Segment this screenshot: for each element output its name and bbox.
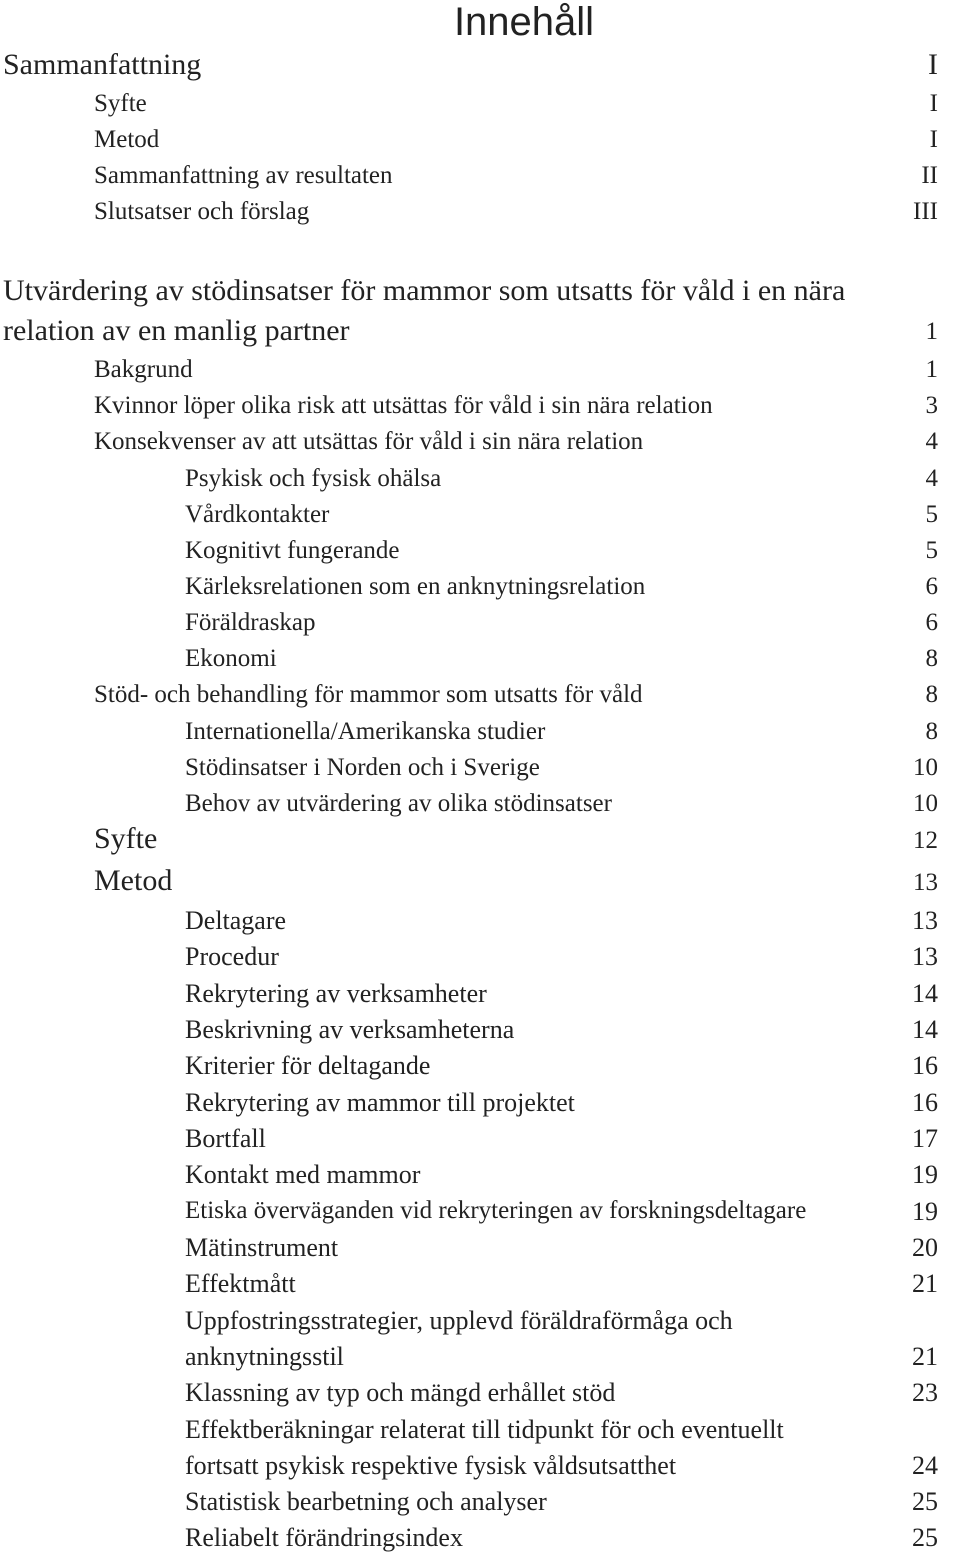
toc-page-number: 23	[912, 1378, 938, 1407]
toc-entry-title: Mätinstrument	[185, 1233, 339, 1262]
toc-entry-title-line1: Effektberäkningar relaterat till tidpunkt för och eventuellt	[185, 1415, 784, 1444]
toc-entry-title: Syfte	[94, 90, 147, 117]
toc-page-number: 16	[912, 1088, 938, 1117]
toc-heading-title-line1: Utvärdering av stödinsatser för mammor som utsatts för våld i en nära	[3, 274, 846, 307]
toc-page-number: 1	[925, 356, 938, 383]
toc-page-number: 21	[912, 1342, 938, 1371]
toc-entry-title: Kvinnor löper olika risk att utsättas för våld i sin nära relation	[94, 392, 713, 419]
toc-page-number: 24	[912, 1451, 938, 1480]
toc-page-number: 8	[925, 681, 938, 708]
toc-page-number: 21	[912, 1269, 938, 1298]
toc-entry-title: Effektmått	[185, 1269, 296, 1298]
toc-entry-title: Rekrytering av mammor till projektet	[185, 1088, 575, 1117]
toc-page-number: I	[929, 126, 938, 153]
toc-page-number: 1	[925, 318, 938, 345]
toc-entry-title: Internationella/Amerikanska studier	[185, 718, 546, 745]
toc-entry-title: Procedur	[185, 942, 279, 971]
toc-page-number: 16	[912, 1051, 938, 1080]
toc-heading-title-line2: relation av en manlig partner	[3, 314, 350, 347]
toc-heading-title: Sammanfattning	[3, 48, 202, 81]
toc-entry-title: Ekonomi	[185, 645, 277, 672]
toc-entry-title: Föräldraskap	[185, 609, 316, 636]
toc-entry-title: Statistisk bearbetning och analyser	[185, 1487, 547, 1516]
page-title: Innehåll	[453, 0, 595, 44]
toc-entry-title: Konsekvenser av att utsättas för våld i sin nära relation	[94, 428, 644, 455]
toc-page-number: II	[921, 162, 938, 189]
toc-page-number: 4	[925, 428, 938, 455]
toc-entry-title: Metod	[94, 126, 160, 153]
toc-heading-sammanfattning[interactable]	[0, 48, 960, 88]
toc-page-number: 13	[912, 942, 938, 971]
toc-entry-title-line2: anknytningsstil	[185, 1342, 344, 1371]
toc-page-number: 12	[913, 827, 938, 854]
toc-entry-title: Slutsatser och förslag	[94, 198, 310, 225]
toc-page-number: 17	[912, 1124, 938, 1153]
toc-page-number: 14	[912, 1015, 938, 1044]
toc-entry-title: Kärleksrelationen som en anknytningsrelation	[185, 573, 646, 600]
toc-entry-title: Stödinsatser i Norden och i Sverige	[185, 754, 540, 781]
toc-page-number: 3	[925, 392, 938, 419]
toc-page-number: I	[929, 90, 938, 117]
toc-entry-title: Sammanfattning av resultaten	[94, 162, 393, 189]
toc-entry-title: Etiska överväganden vid rekryteringen av forskningsdeltagare	[185, 1197, 807, 1224]
toc-entry-title: Psykisk och fysisk ohälsa	[185, 465, 442, 492]
toc-entry-title-line1: Uppfostringsstrategier, upplevd föräldraförmåga och	[185, 1306, 733, 1335]
toc-entry-title: Rekrytering av verksamheter	[185, 979, 487, 1008]
toc-page-number: 19	[912, 1160, 938, 1189]
toc-page-number: 10	[913, 790, 938, 817]
toc-entry-title: Syfte	[94, 822, 158, 855]
toc-entry-title: Kognitivt fungerande	[185, 537, 400, 564]
toc-entry-title: Behov av utvärdering av olika stödinsatser	[185, 790, 612, 817]
toc-entry-title: Deltagare	[185, 906, 287, 935]
toc-page-number: 13	[913, 869, 938, 896]
toc-entry-title: Beskrivning av verksamheterna	[185, 1015, 515, 1044]
toc-page-number: 6	[925, 609, 938, 636]
toc-page-number: 13	[912, 906, 938, 935]
toc-page-number: 25	[912, 1523, 938, 1552]
toc-entry-title-line2: fortsatt psykisk respektive fysisk våldsutsatthet	[185, 1451, 677, 1480]
toc-entry-title: Kontakt med mammor	[185, 1160, 421, 1189]
toc-entry-title: Bortfall	[185, 1124, 266, 1153]
toc-page-number: 25	[912, 1487, 938, 1516]
toc-page-number: 10	[913, 754, 938, 781]
toc-page-number: 8	[925, 645, 938, 672]
toc-entry-title: Kriterier för deltagande	[185, 1051, 431, 1080]
toc-page-number: 14	[912, 979, 938, 1008]
toc-page-number: 5	[925, 501, 938, 528]
toc-page-number: 20	[912, 1233, 938, 1262]
toc-entry-title: Reliabelt förändringsindex	[185, 1523, 463, 1552]
toc-page-number: 6	[925, 573, 938, 600]
toc-page-number: 4	[925, 465, 938, 492]
toc-page-number: 5	[925, 537, 938, 564]
toc-entry-title: Klassning av typ och mängd erhållet stöd	[185, 1378, 616, 1407]
toc-entry-title: Metod	[94, 864, 173, 897]
toc-page-number: 8	[925, 718, 938, 745]
toc-entry-title: Bakgrund	[94, 356, 193, 383]
toc-page-number: 19	[912, 1197, 938, 1226]
toc-entry-title: Stöd- och behandling för mammor som utsatts för våld	[94, 681, 643, 708]
toc-page-number: III	[913, 198, 938, 225]
toc-entry-title: Vårdkontakter	[185, 501, 330, 528]
toc-page-number: I	[928, 48, 938, 81]
